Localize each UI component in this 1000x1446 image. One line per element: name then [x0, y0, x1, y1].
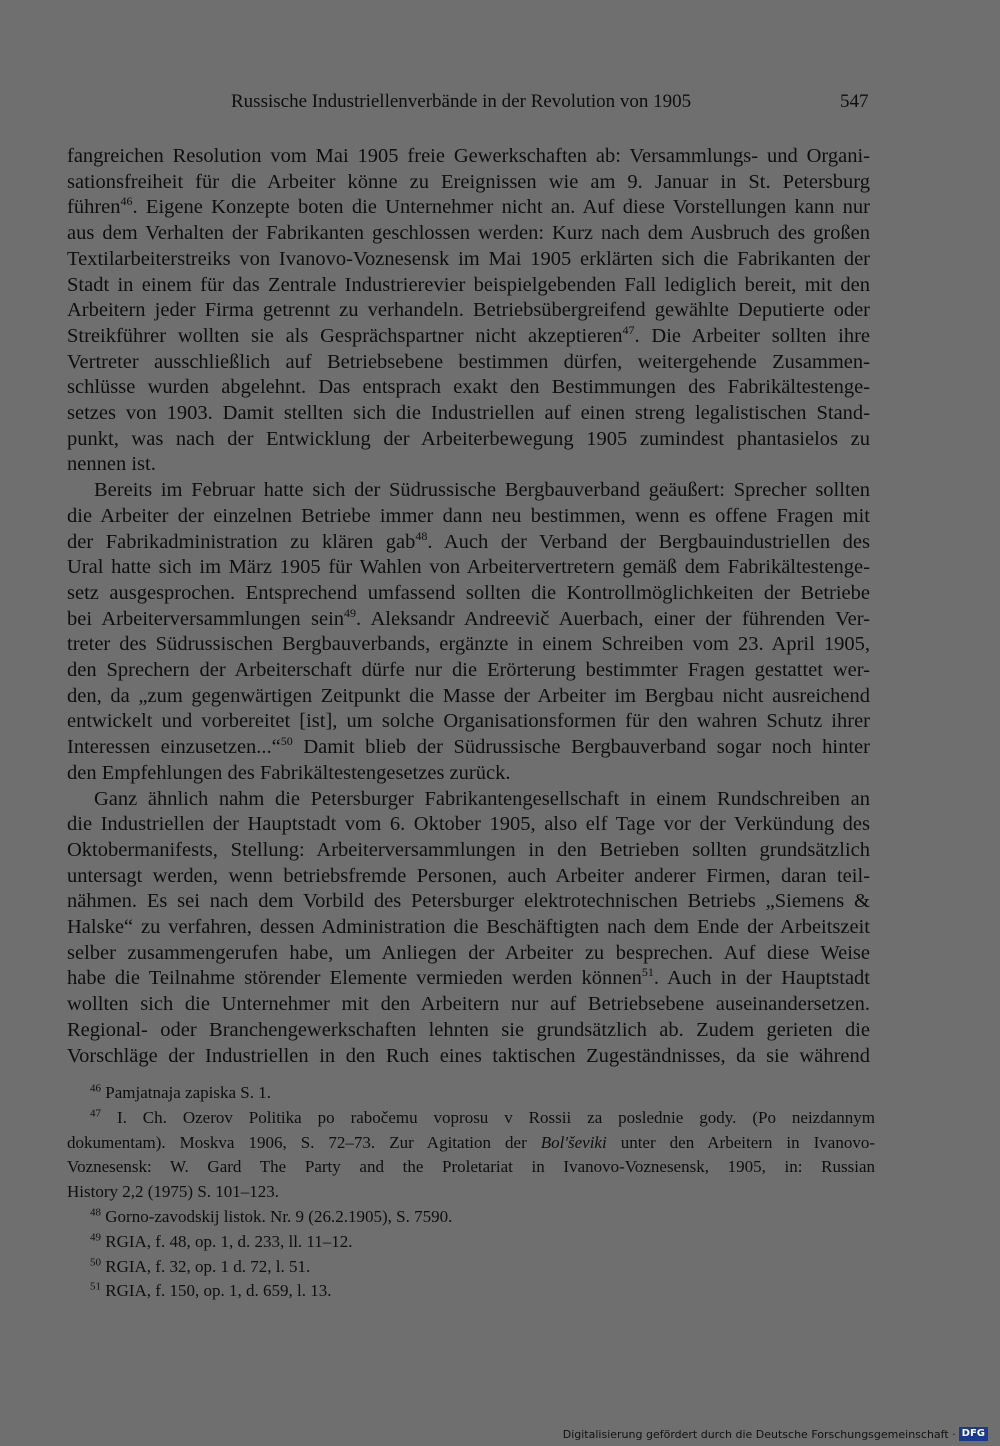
- body-line: [67, 657, 870, 683]
- body-line-text: sationsfreiheit für die Arbeiter könne zu Ereignissen wie am 9. Januar in St. Petersburg: [67, 170, 870, 193]
- body-line-text: Ural hatte sich im März 1905 für Wahlen von Arbeitervertretern gemäß dem Fabrikältestenge-: [67, 556, 870, 579]
- footnote-italic-term: Bol'ševiki: [540, 1132, 607, 1152]
- body-line-text: Stadt in einem für das Zentrale Industrierevier beispielgebenden Fall lediglich bereit, mit den: [67, 273, 870, 296]
- body-line: [67, 965, 870, 991]
- body-line-text: entwickelt und vorbereitet [ist], um solche Organisationsformen für den wahren Schutz ihrer: [67, 710, 870, 733]
- body-line-text: . Aleksandr Andreevič Auerbach, einer der führenden Ver-: [356, 607, 870, 630]
- running-title: Russische Industriellenverbände in der Revolution von 1905: [231, 91, 692, 112]
- footnote-line: [90, 1107, 875, 1129]
- body-line-text: Streikführer wollten sie als Gesprächspartner nicht akzeptieren: [67, 324, 623, 347]
- body-line: [67, 914, 870, 940]
- body-line: [67, 374, 870, 400]
- body-line: [67, 349, 870, 375]
- footnote-ref: 50: [280, 734, 293, 749]
- body-line: [67, 451, 870, 477]
- body-line-text: . Die Arbeiter sollten ihre: [634, 324, 870, 347]
- body-line-text: habe die Teilnahme störender Elemente vermieden werden können: [67, 967, 642, 990]
- body-line: [67, 220, 870, 246]
- body-line: [67, 1043, 870, 1069]
- body-line-text: setzes von 1903. Damit stellten sich die Industriellen auf einen streng legalistischen Stand-: [67, 402, 870, 424]
- footnote-number: 49: [90, 1231, 101, 1244]
- body-line: [67, 580, 870, 606]
- body-line: [67, 606, 870, 632]
- body-line-text: Arbeitern jeder Firma getrennt zu verhandeln. Betriebsübergreifend gewählte Deputierte oder: [67, 299, 870, 322]
- footnote-line: [90, 1256, 875, 1278]
- body-line: [67, 246, 870, 272]
- body-line: [67, 323, 870, 349]
- body-line-text: der Fabrikadministration zu klären gab: [67, 530, 416, 553]
- body-line-text: den, da „zum gegenwärtigen Zeitpunkt die Masse der Arbeiter im Bergbau nicht ausreichend: [67, 684, 870, 707]
- body-line-text: die Arbeiter der einzelnen Betriebe immer dann neu bestimmen, wenn es offene Fragen mit: [67, 504, 870, 527]
- body-line-text: untersagt werden, wenn betriebsfremde Personen, auch Arbeiter anderer Firmen, daran teil-: [67, 864, 870, 887]
- body-line: [67, 631, 870, 657]
- body-line-text: Textilarbeiterstreiks von Ivanovo-Voznesensk im Mai 1905 erklärten sich die Fabrikanten der: [67, 247, 870, 270]
- body-line-text: bei Arbeiterversammlungen sein: [67, 607, 345, 630]
- body-line: [67, 554, 870, 580]
- body-line: [67, 888, 870, 914]
- body-line-text: punkt, was nach der Entwicklung der Arbeiterbewegung 1905 zumindest phantasielos zu: [67, 427, 870, 450]
- body-line: [67, 811, 870, 837]
- footnote-text: Voznesensk: W. Gard The Party and the Proletariat in Ivanovo-Voznesensk, 1905, in: Russian: [67, 1157, 875, 1177]
- body-line: [67, 837, 870, 863]
- footnote-text: RGIA, f. 150, op. 1, d. 659, l. 13.: [101, 1281, 332, 1301]
- digitization-credit: [563, 1427, 988, 1441]
- body-line-text: schlüsse wurden abgelehnt. Das entsprach exakt den Bestimmungen des Fabrikältestenge-: [67, 376, 870, 399]
- body-line-text: Vertreter ausschließlich auf Betriebsebene bestimmen dürfen, weitergehende Zusammen-: [67, 350, 870, 373]
- footnote-text: I. Ch. Ozerov Politika po rabočemu voprosu v Rossii za poslednie gody. (Po neizdannym: [101, 1107, 875, 1127]
- body-line-text: . Eigene Konzepte boten die Unternehmer nicht an. Auf diese Vorstellungen kann nur: [132, 196, 870, 219]
- footnote-number: 46: [90, 1082, 101, 1095]
- body-line-text: aus dem Verhalten der Fabrikanten geschlossen werden: Kurz nach dem Ausbruch des großen: [67, 222, 870, 245]
- body-line: [67, 297, 870, 323]
- body-line-text: . Auch der Verband der Bergbauindustriellen des: [427, 530, 870, 553]
- body-line: [67, 426, 870, 452]
- footnote-number: 51: [90, 1280, 101, 1293]
- body-line: [67, 863, 870, 889]
- body-line-text: nennen ist.: [67, 453, 156, 476]
- body-line: [67, 194, 870, 220]
- body-line: [67, 503, 870, 529]
- body-line-text: den Empfehlungen des Fabrikältestengesetzes zurück.: [67, 761, 511, 784]
- footnote-line: [67, 1156, 875, 1178]
- footnote-text: Gorno-zavodskij listok. Nr. 9 (26.2.1905), S. 7590.: [101, 1207, 453, 1226]
- body-line-text: Vorschläge der Industriellen in den Ruch eines taktischen Zugeständnisses, da sie während: [67, 1044, 870, 1067]
- footnote-text: History 2,2 (1975) S. 101–123.: [67, 1182, 280, 1202]
- body-line-text: nähmen. Es sei nach dem Vorbild des Petersburger elektrotechnischen Betriebs „Siemens &: [67, 890, 870, 913]
- body-line-text: selber zusammengerufen habe, um Anliegen der Arbeiter zu besprechen. Auf diese Weise: [67, 941, 870, 964]
- footnote-number: 47: [90, 1107, 101, 1120]
- footnote-text: Pamjatnaja zapiska S. 1.: [101, 1083, 271, 1102]
- body-line-text: wollten sich die Unternehmer mit den Arbeitern nur auf Betriebsebene auseinandersetzen.: [67, 993, 870, 1016]
- body-line-text: Regional- oder Branchengewerkschaften lehnten sie grundsätzlich ab. Zudem gerieten die: [67, 1018, 870, 1041]
- body-line-text: Damit blieb der Südrussische Bergbauverband sogar noch hinter: [292, 736, 870, 759]
- body-line: [67, 400, 870, 426]
- footnote-ref: 46: [120, 194, 133, 209]
- body-line-text: führen: [67, 196, 121, 219]
- body-line-text: Interessen einzusetzen...“: [67, 736, 281, 759]
- footnote-number: 50: [90, 1255, 101, 1268]
- body-line: [94, 786, 870, 812]
- footnote-text: RGIA, f. 32, op. 1 d. 72, l. 51.: [101, 1256, 311, 1276]
- body-line-text: Ganz ähnlich nahm die Petersburger Fabrikantengesellschaft in einem Rundschreiben an: [94, 787, 870, 810]
- body-line: [67, 940, 870, 966]
- footnote-line: [67, 1181, 875, 1203]
- body-line-text: Oktobermanifests, Stellung: Arbeiterversammlungen in den Betrieben sollten grundsätzlich: [67, 838, 870, 861]
- footnote-text: unter den Arbeitern in Ivanovo-: [606, 1132, 876, 1152]
- footnote-number: 48: [90, 1206, 101, 1219]
- footnote-ref: 48: [415, 528, 428, 543]
- body-line: [67, 1017, 870, 1043]
- body-line-text: treter des Südrussischen Bergbauverbands, ergänzte in einem Schreiben vom 23. April 1905,: [67, 633, 870, 656]
- page-number: 547: [840, 91, 869, 112]
- footnote-line: [67, 1132, 875, 1154]
- body-line: [67, 708, 870, 734]
- footnote-line: [90, 1206, 875, 1228]
- footnote-ref: 49: [344, 605, 357, 620]
- body-line-text: die Industriellen der Hauptstadt vom 6. Oktober 1905, also elf Tage vor der Verkündung des: [67, 813, 870, 836]
- body-line-text: . Auch in der Hauptstadt: [653, 967, 871, 990]
- body-line: [67, 169, 870, 195]
- footnote-text: RGIA, f. 48, op. 1, d. 233, ll. 11–12.: [101, 1231, 353, 1251]
- footnote-line: [90, 1231, 875, 1253]
- body-line: [67, 683, 870, 709]
- body-line: [67, 143, 870, 169]
- body-line-text: den Sprechern der Arbeiterschaft dürfe nur die Erörterung bestimmter Fragen gestattet wer-: [67, 659, 870, 681]
- credit-text: Digitalisierung gefördert durch die Deutsche Forschungsgemeinschaft ·: [562, 1427, 956, 1441]
- footnote-text: dokumentam). Moskva 1906, S. 72–73. Zur Agitation der: [67, 1132, 541, 1152]
- body-line: [67, 991, 870, 1017]
- body-line-text: Halske“ zu verfahren, dessen Administration die Beschäftigten nach dem Ende der Arbeitszeit: [67, 916, 870, 938]
- body-line-text: setz ausgesprochen. Entsprechend umfassend sollten die Kontrollmöglichkeiten der Betriebe: [67, 581, 870, 604]
- body-line: [67, 734, 870, 760]
- footnote-ref: 51: [641, 965, 654, 980]
- body-line-text: Bereits im Februar hatte sich der Südrussische Bergbauverband geäußert: Sprecher sollten: [94, 479, 870, 502]
- footnote-ref: 47: [622, 323, 635, 338]
- body-line: [67, 529, 870, 555]
- body-line: [94, 477, 870, 503]
- dfg-logo: DFG: [959, 1427, 988, 1441]
- footnote-line: [90, 1082, 875, 1104]
- body-line: [67, 272, 870, 298]
- body-line-text: fangreichen Resolution vom Mai 1905 freie Gewerkschaften ab: Versammlungs- und Organi-: [67, 145, 870, 167]
- footnote-line: [90, 1280, 875, 1302]
- body-line: [67, 760, 870, 786]
